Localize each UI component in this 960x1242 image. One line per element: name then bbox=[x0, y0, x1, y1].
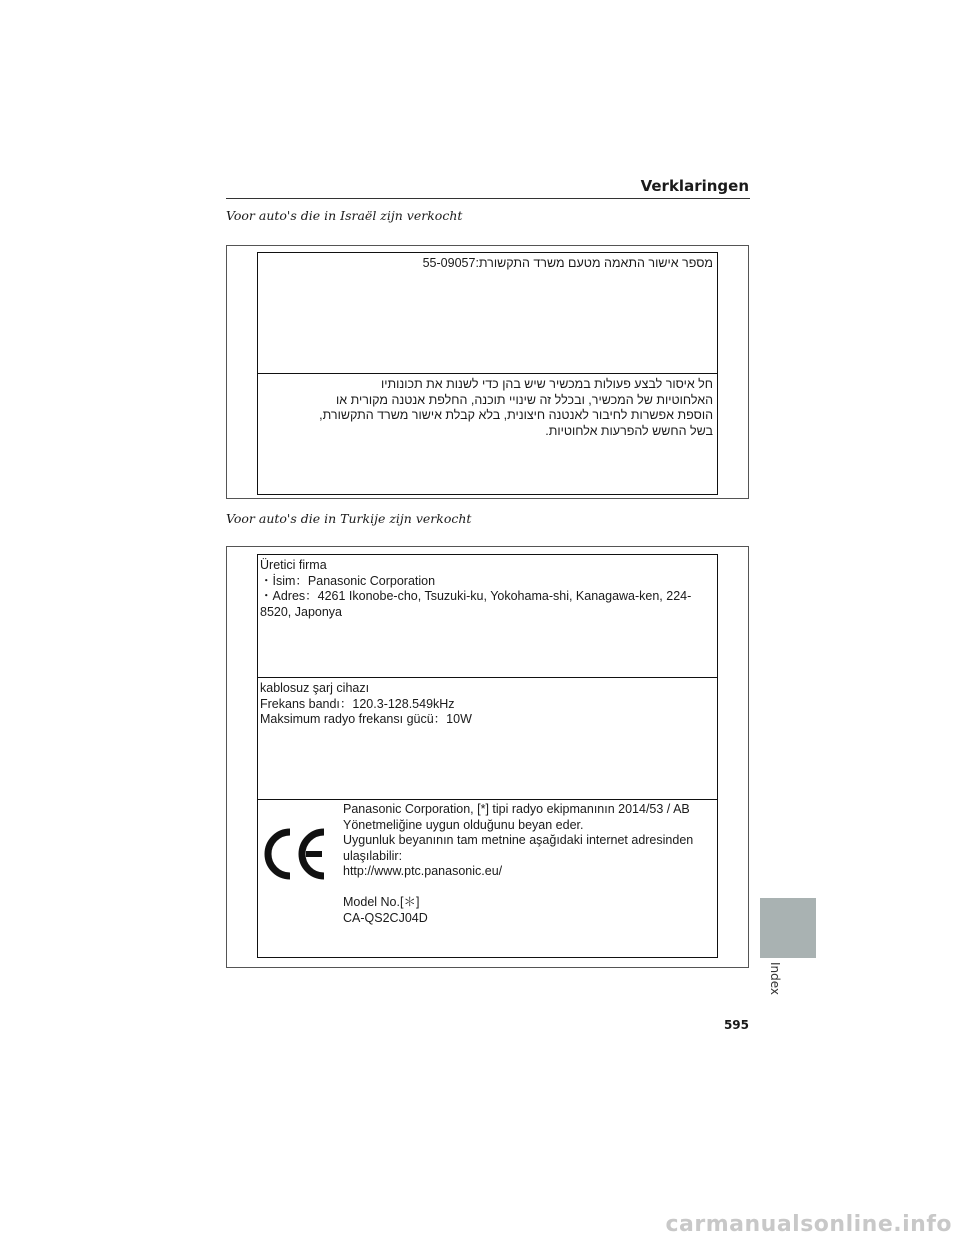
watermark: carmanualsonline.info bbox=[665, 1212, 952, 1237]
israel-approval-cell bbox=[258, 253, 717, 373]
ce-declaration-text bbox=[343, 802, 713, 926]
ce-line: Yönetmeliğine uygun olduğunu beyan eder. bbox=[343, 817, 584, 832]
header-title: Verklaringen bbox=[640, 177, 749, 195]
israel-declaration-box bbox=[257, 252, 718, 495]
index-side-label[interactable]: Index bbox=[768, 962, 782, 996]
ce-model-label: Model No.[＊] bbox=[343, 895, 420, 909]
ce-mark-icon bbox=[264, 828, 328, 880]
manufacturer-line: Üretici firma bbox=[260, 558, 327, 572]
page-number: 595 bbox=[723, 1018, 749, 1032]
ce-line: http://www.ptc.panasonic.eu/ bbox=[343, 864, 503, 878]
israel-warning-line: בשל החשש להפרעות אלחוטיות. bbox=[545, 423, 713, 438]
israel-warning-line: האלחוטיות של המכשיר, ובכלל זה שינויי תוכנה, החלפת אנטנה מקורית או bbox=[336, 392, 713, 407]
device-line: Frekans bandı：120.3-128.549kHz bbox=[260, 696, 455, 711]
ce-line-blank bbox=[343, 880, 713, 896]
header-rule bbox=[226, 198, 750, 199]
manufacturer-line: 8520, Japonya bbox=[260, 604, 343, 619]
ce-line: ulaşılabilir: bbox=[343, 848, 403, 863]
device-line: kablosuz şarj cihazı bbox=[260, 681, 370, 695]
israel-warning-line: חל איסור לבצע פעולות במכשיר שיש בהן כדי לשנות את תכונותיו bbox=[381, 377, 713, 391]
device-line: Maksimum radyo frekansı gücü：10W bbox=[260, 712, 472, 726]
israel-warning-cell bbox=[258, 373, 717, 494]
israel-warning-line: הוספת אפשרות לחיבור לאנטנה חיצונית, בלא קבלת אישור משרד התקשורת, bbox=[319, 408, 713, 422]
index-side-tab[interactable] bbox=[760, 898, 816, 958]
manufacturer-line: ・İsim：Panasonic Corporation bbox=[260, 573, 436, 588]
ce-line: Panasonic Corporation, [*] tipi radyo ekipmanının 2014/53 / AB bbox=[343, 802, 690, 816]
turkey-ce-cell bbox=[258, 799, 717, 957]
ce-line: Uygunluk beyanının tam metnine aşağıdaki internet adresinden bbox=[343, 833, 694, 847]
turkey-manufacturer-cell bbox=[258, 555, 717, 677]
israel-approval-line: מספר אישור התאמה מטעם משרד התקשורת:55-09057 bbox=[422, 256, 713, 270]
turkey-section-heading: Voor auto's die in Turkije zijn verkocht bbox=[226, 511, 472, 526]
manufacturer-line: ・Adres：4261 Ikonobe-cho, Tsuzuki-ku, Yokohama-shi, Kanagawa-ken, 224- bbox=[260, 589, 692, 603]
turkey-declaration-box bbox=[257, 554, 718, 958]
turkey-device-cell bbox=[258, 677, 717, 799]
ce-model-number: CA-QS2CJ04D bbox=[343, 910, 428, 925]
israel-section-heading: Voor auto's die in Israël zijn verkocht bbox=[226, 208, 463, 223]
